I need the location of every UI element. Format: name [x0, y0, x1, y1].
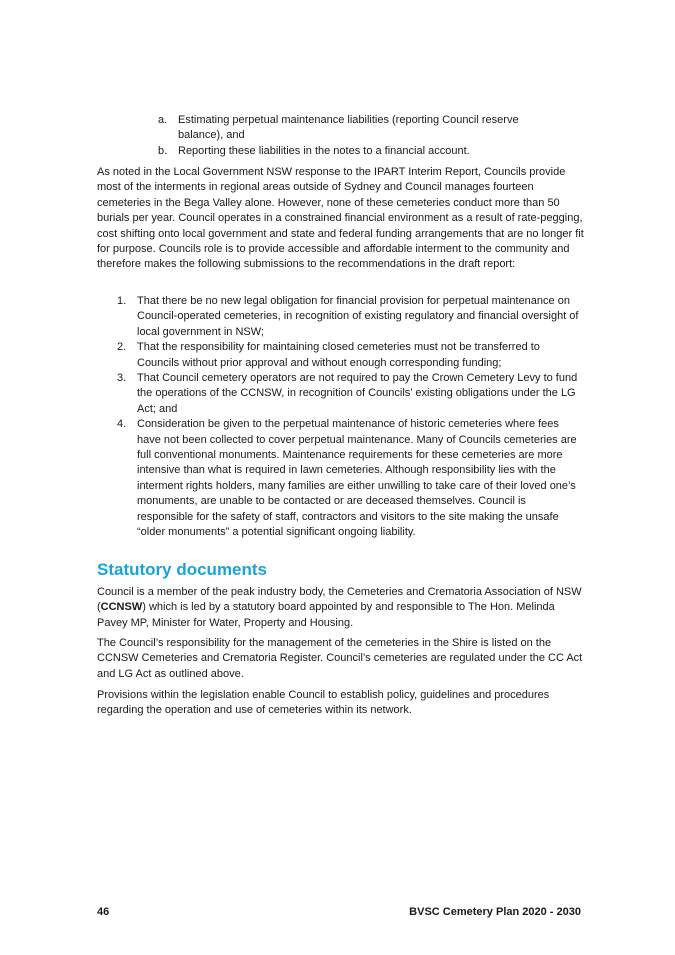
page-number: 46 — [97, 906, 110, 918]
section-heading: Statutory documents — [97, 560, 268, 579]
list-marker: a. — [158, 114, 168, 126]
list-item-text: That Council cemetery operators are not required to pay the Crown Cemetery Levy to fund the operations of the CCNSW, in recognition of Councils’ existing obligations under the LG Act; and — [137, 372, 578, 415]
list-item — [117, 417, 585, 540]
list-marker: 4. — [117, 418, 127, 431]
list-item — [117, 294, 585, 340]
list-marker: 1. — [117, 295, 127, 307]
register-paragraph: The Council’s responsibility for the management of the cemeteries in the Shire is listed on the CCNSW Cemeteries and Crematoria Register. Council’s cemeteries are regulated under the CC Act and LG Act as outlined above. — [97, 637, 583, 680]
list-item-text: That there be no new legal obligation for financial provision for perpetual maintenance on Council-operated cemeteries, in recognition of existing regulatory and financial oversight of local government in NSW; — [137, 295, 579, 338]
list-marker: b. — [158, 144, 168, 157]
submissions-list — [117, 294, 585, 541]
provisions-paragraph: Provisions within the legislation enable Council to establish policy, guidelines and procedures regarding the operation and use of cemeteries within its network. — [97, 689, 550, 717]
list-item — [117, 340, 585, 371]
list-marker: 3. — [117, 372, 127, 385]
list-item-text: Consideration be given to the perpetual maintenance of historic cemeteries where fees have not been collected to cover perpetual maintenance. Many of Councils cemeteries are full conventional monuments. Maintenance requirements for these cemeteries are more intensive than what is required in lawn cemeteries. Although responsibility lies with the interment rights holders, many families are either unwilling to take care of their loved one’s monuments, are unable to be contacted or are deceased themselves. Council is responsible for the safety of staff, contractors and visitors to the site making the unsafe “older monuments” a potential significant ongoing liability. — [137, 418, 577, 539]
ccnsw-abbreviation: CCNSW — [100, 601, 143, 614]
intro-paragraph: As noted in the Local Government NSW response to the IPART Interim Report, Councils provide most of the interments in regional areas outside of Sydney and Council manages fourteen cemeteries in the Bega Valley alone. However, none of these cemeteries conduct more than 50 burials per year. Council operates in a constrained financial environment as a result of rate-pegging, cost shifting onto local government and state and federal funding arrangements that are no longer fit for purpose. Councils role is to provide accessible and affordable interment to the community and therefore makes the following submissions to the recommendations in the draft report: — [97, 166, 584, 271]
list-marker: 2. — [117, 341, 127, 354]
list-item — [158, 113, 558, 144]
ccnsw-paragraph — [97, 585, 585, 631]
ccnsw-text-after: ) which is led by a statutory board appointed by and responsible to The Hon. Melinda Pavey MP, Minister for Water, Property and Housing. — [97, 601, 555, 629]
ccnsw-text-before: Council is a member of the peak industry body, the Cemeteries and Crematoria Association of NSW ( — [97, 586, 582, 614]
list-item — [117, 371, 585, 417]
footer-title: BVSC Cemetery Plan 2020 - 2030 — [409, 906, 581, 918]
alpha-list — [158, 113, 558, 159]
list-item-text: That the responsibility for maintaining closed cemeteries must not be transferred to Councils without prior approval and without enough corresponding funding; — [137, 341, 540, 369]
list-item-text: Reporting these liabilities in the notes to a financial account. — [178, 144, 470, 157]
list-item-text: Estimating perpetual maintenance liabilities (reporting Council reserve balance), and — [178, 114, 519, 142]
list-item — [158, 144, 558, 159]
